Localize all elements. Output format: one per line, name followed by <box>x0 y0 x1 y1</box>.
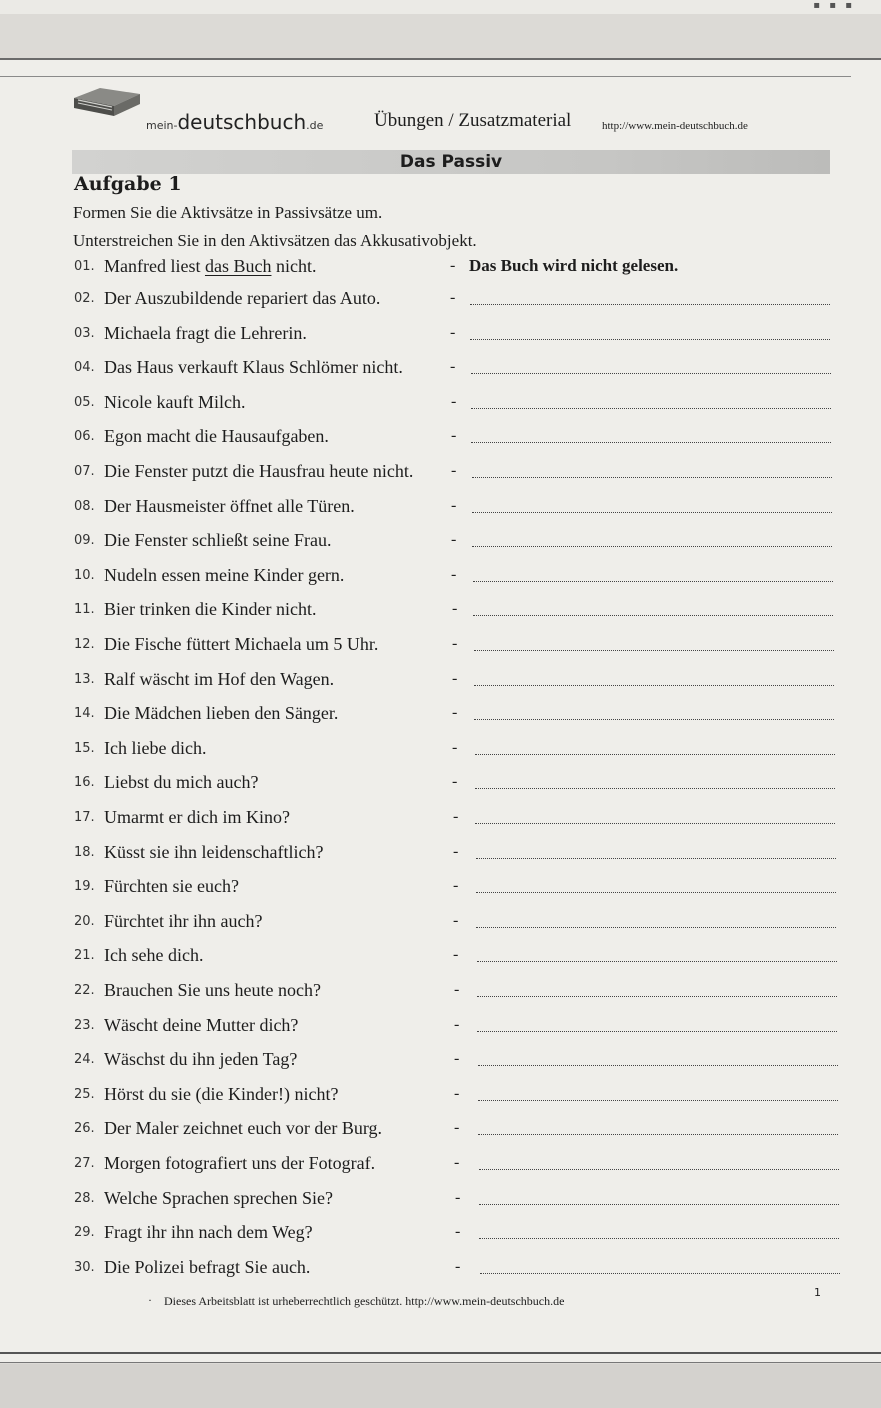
exercise-separator: - <box>452 670 458 687</box>
exercise-separator: - <box>454 1050 460 1067</box>
exercise-number: 23. <box>74 1018 95 1033</box>
worksheet-header <box>72 84 832 134</box>
example-answer: Das Buch wird nicht gelesen. <box>469 256 679 275</box>
exercise-separator: - <box>455 1223 461 1240</box>
exercise-separator: - <box>453 912 459 929</box>
exercise-separator: - <box>452 739 458 756</box>
exercise-row <box>74 772 854 798</box>
exercise-number: 19. <box>74 879 95 894</box>
exercise-row <box>74 634 854 660</box>
exercise-sentence: Nicole kauft Milch. <box>104 392 246 412</box>
page-number: 1 <box>814 1286 821 1299</box>
exercise-number: 07. <box>74 464 95 479</box>
answer-blank[interactable] <box>478 1134 838 1135</box>
exercise-row <box>74 1153 854 1179</box>
exercise-number: 20. <box>74 914 95 929</box>
task-instruction-1: Formen Sie die Aktivsätze in Passivsätze um. <box>73 203 383 222</box>
exercise-sentence: Die Fenster putzt die Hausfrau heute nicht. <box>104 461 414 481</box>
exercise-sentence: Fürchtet ihr ihn auch? <box>104 911 263 931</box>
exercise-separator: - <box>453 877 459 894</box>
exercise-separator: - <box>455 1189 461 1206</box>
exercise-sentence: Fürchten sie euch? <box>104 876 239 896</box>
answer-blank[interactable] <box>476 892 836 893</box>
exercise-sentence: Die Fische füttert Michaela um 5 Uhr. <box>104 634 379 654</box>
exercise-separator: - <box>450 358 456 375</box>
exercise-sentence: Die Polizei befragt Sie auch. <box>104 1257 311 1277</box>
exercise-sentence: Ralf wäscht im Hof den Wagen. <box>104 669 335 689</box>
exercise-sentence: Ich sehe dich. <box>104 945 204 965</box>
exercise-number: 06. <box>74 429 95 444</box>
exercise-row <box>74 911 854 937</box>
answer-blank[interactable] <box>478 1100 838 1101</box>
section-title: Das Passiv <box>72 150 830 174</box>
exercise-separator: - <box>453 843 459 860</box>
answer-blank[interactable] <box>479 1169 839 1170</box>
exercise-number: 08. <box>74 499 95 514</box>
exercise-row <box>74 1222 854 1248</box>
exercise-sentence: Ich liebe dich. <box>104 738 207 758</box>
exercise-separator: - <box>454 1154 460 1171</box>
answer-blank[interactable] <box>470 339 830 340</box>
exercise-number: 28. <box>74 1191 95 1206</box>
exercise-number: 04. <box>74 360 95 375</box>
exercise-sentence: Wäscht deine Mutter dich? <box>104 1015 299 1035</box>
exercise-row <box>74 1188 854 1214</box>
exercise-separator: - <box>452 704 458 721</box>
exercise-separator: - <box>450 289 456 306</box>
exercise-row <box>74 669 854 695</box>
answer-blank[interactable] <box>477 1031 837 1032</box>
exercise-row <box>74 1084 854 1110</box>
exercise-separator: - <box>451 393 457 410</box>
exercise-number: 27. <box>74 1156 95 1171</box>
answer-blank[interactable] <box>474 650 834 651</box>
answer-blank[interactable] <box>473 581 833 582</box>
exercise-row <box>74 461 854 487</box>
exercise-sentence: Die Mädchen lieben den Sänger. <box>104 703 339 723</box>
exercise-separator: - <box>453 808 459 825</box>
task-heading: Aufgabe 1 <box>74 173 182 195</box>
exercise-row <box>74 392 854 418</box>
exercise-sentence: Michaela fragt die Lehrerin. <box>104 323 307 343</box>
exercise-number: 29. <box>74 1225 95 1240</box>
exercise-sentence: Welche Sprachen sprechen Sie? <box>104 1188 333 1208</box>
exercise-number: 09. <box>74 533 95 548</box>
exercise-sentence: Der Maler zeichnet euch vor der Burg. <box>104 1118 383 1138</box>
exercise-sentence: Brauchen Sie uns heute noch? <box>104 980 321 1000</box>
exercise-number: 21. <box>74 948 95 963</box>
exercise-sentence: Nudeln essen meine Kinder gern. <box>104 565 345 585</box>
exercise-separator: - <box>450 324 456 341</box>
exercise-number: 22. <box>74 983 95 998</box>
exercise-sentence: Küsst sie ihn leidenschaftlich? <box>104 842 324 862</box>
example-separator: - <box>450 257 456 274</box>
exercise-number: 05. <box>74 395 95 410</box>
exercise-row <box>74 1049 854 1075</box>
exercise-row <box>74 323 854 349</box>
exercise-sentence: Der Hausmeister öffnet alle Türen. <box>104 496 355 516</box>
exercise-number: 14. <box>74 706 95 721</box>
exercise-sentence: Wäschst du ihn jeden Tag? <box>104 1049 298 1069</box>
exercise-number: 12. <box>74 637 95 652</box>
exercise-row <box>74 738 854 764</box>
exercise-row <box>74 1257 854 1283</box>
exercise-sentence: Hörst du sie (die Kinder!) nicht? <box>104 1084 339 1104</box>
exercise-sentence: Fragt ihr ihn nach dem Weg? <box>104 1222 313 1242</box>
exercise-sentence: Bier trinken die Kinder nicht. <box>104 599 317 619</box>
header-title: Übungen / Zusatzmaterial <box>374 110 572 131</box>
task-instruction-2: Unterstreichen Sie in den Aktivsätzen das Akkusativobjekt. <box>73 231 477 250</box>
answer-blank[interactable] <box>474 685 834 686</box>
exercise-separator: - <box>454 1016 460 1033</box>
exercise-sentence: Morgen fotografiert uns der Fotograf. <box>104 1153 376 1173</box>
header-url: http://www.mein-deutschbuch.de <box>602 120 748 132</box>
exercise-number: 03. <box>74 326 95 341</box>
page-top-rule <box>0 76 851 77</box>
footer-bullet: · <box>148 1293 152 1307</box>
brand-suffix: .de <box>306 119 324 132</box>
exercise-row <box>74 288 854 314</box>
example-text-after: nicht. <box>271 256 317 276</box>
top-edge-marks: ▪ ▪ ▪ <box>813 0 855 11</box>
exercise-number: 13. <box>74 672 95 687</box>
top-strip <box>0 0 881 14</box>
exercise-separator: - <box>453 946 459 963</box>
exercise-number: 18. <box>74 845 95 860</box>
answer-blank[interactable] <box>475 823 835 824</box>
answer-blank[interactable] <box>478 1065 838 1066</box>
answer-blank[interactable] <box>477 961 837 962</box>
brand-logo <box>146 110 323 134</box>
answer-blank[interactable] <box>480 1273 840 1274</box>
example-number: 01. <box>74 259 95 274</box>
answer-blank[interactable] <box>472 477 832 478</box>
answer-blank[interactable] <box>472 512 832 513</box>
brand-main: deutschbuch <box>177 110 307 134</box>
exercise-row <box>74 1118 854 1144</box>
exercise-row <box>74 599 854 625</box>
exercise-sentence: Der Auszubildende repariert das Auto. <box>104 288 381 308</box>
example-accusative-object: das Buch <box>204 256 272 276</box>
exercise-number: 17. <box>74 810 95 825</box>
answer-blank[interactable] <box>471 373 831 374</box>
exercise-separator: - <box>451 497 457 514</box>
exercise-sentence: Das Haus verkauft Klaus Schlömer nicht. <box>104 357 403 377</box>
exercise-number: 02. <box>74 291 95 306</box>
exercise-row <box>74 842 854 868</box>
exercise-row <box>74 945 854 971</box>
exercise-number: 26. <box>74 1121 95 1136</box>
exercise-separator: - <box>454 981 460 998</box>
exercise-row <box>74 357 854 383</box>
example-text-before: Manfred liest <box>104 256 205 276</box>
example-sentence <box>104 256 316 277</box>
exercise-number: 11. <box>74 602 95 617</box>
exercise-separator: - <box>452 635 458 652</box>
exercise-row <box>74 496 854 522</box>
exercise-number: 30. <box>74 1260 95 1275</box>
exercise-sentence: Liebst du mich auch? <box>104 772 259 792</box>
exercise-row <box>74 1015 854 1041</box>
answer-blank[interactable] <box>475 754 835 755</box>
exercise-separator: - <box>452 773 458 790</box>
exercise-separator: - <box>455 1258 461 1275</box>
answer-blank[interactable] <box>474 719 834 720</box>
exercise-separator: - <box>451 427 457 444</box>
answer-blank[interactable] <box>476 858 836 859</box>
background-below-page <box>0 1364 881 1408</box>
answer-blank[interactable] <box>479 1238 839 1239</box>
exercise-separator: - <box>452 600 458 617</box>
answer-blank[interactable] <box>470 304 830 305</box>
exercise-sentence: Egon macht die Hausaufgaben. <box>104 426 329 446</box>
exercise-row <box>74 565 854 591</box>
book-logo-icon <box>72 84 142 120</box>
answer-blank[interactable] <box>472 546 832 547</box>
exercise-number: 25. <box>74 1087 95 1102</box>
answer-blank[interactable] <box>473 615 833 616</box>
exercise-sentence: Umarmt er dich im Kino? <box>104 807 290 827</box>
exercise-separator: - <box>454 1119 460 1136</box>
exercise-number: 24. <box>74 1052 95 1067</box>
brand-prefix: mein- <box>146 119 178 132</box>
page-bottom-rule-2 <box>0 1362 881 1363</box>
exercise-row <box>74 876 854 902</box>
answer-blank[interactable] <box>471 442 831 443</box>
exercise-sentence: Die Fenster schließt seine Frau. <box>104 530 332 550</box>
footer-copyright: Dieses Arbeitsblatt ist urheberrechtlich geschützt. http://www.mein-deutschbuch.de <box>164 1294 565 1308</box>
answer-blank[interactable] <box>476 927 836 928</box>
answer-blank[interactable] <box>477 996 837 997</box>
exercise-row <box>74 530 854 556</box>
exercise-row <box>74 980 854 1006</box>
exercise-separator: - <box>454 1085 460 1102</box>
exercise-separator: - <box>451 462 457 479</box>
exercise-number: 16. <box>74 775 95 790</box>
exercise-row <box>74 807 854 833</box>
exercise-row <box>74 426 854 452</box>
exercise-separator: - <box>451 531 457 548</box>
exercise-number: 10. <box>74 568 95 583</box>
answer-blank[interactable] <box>479 1204 839 1205</box>
answer-blank[interactable] <box>471 408 831 409</box>
page-bottom-rule <box>0 1352 881 1354</box>
exercise-number: 15. <box>74 741 95 756</box>
exercise-row <box>74 703 854 729</box>
example-row <box>74 256 834 282</box>
answer-blank[interactable] <box>475 788 835 789</box>
exercise-separator: - <box>451 566 457 583</box>
